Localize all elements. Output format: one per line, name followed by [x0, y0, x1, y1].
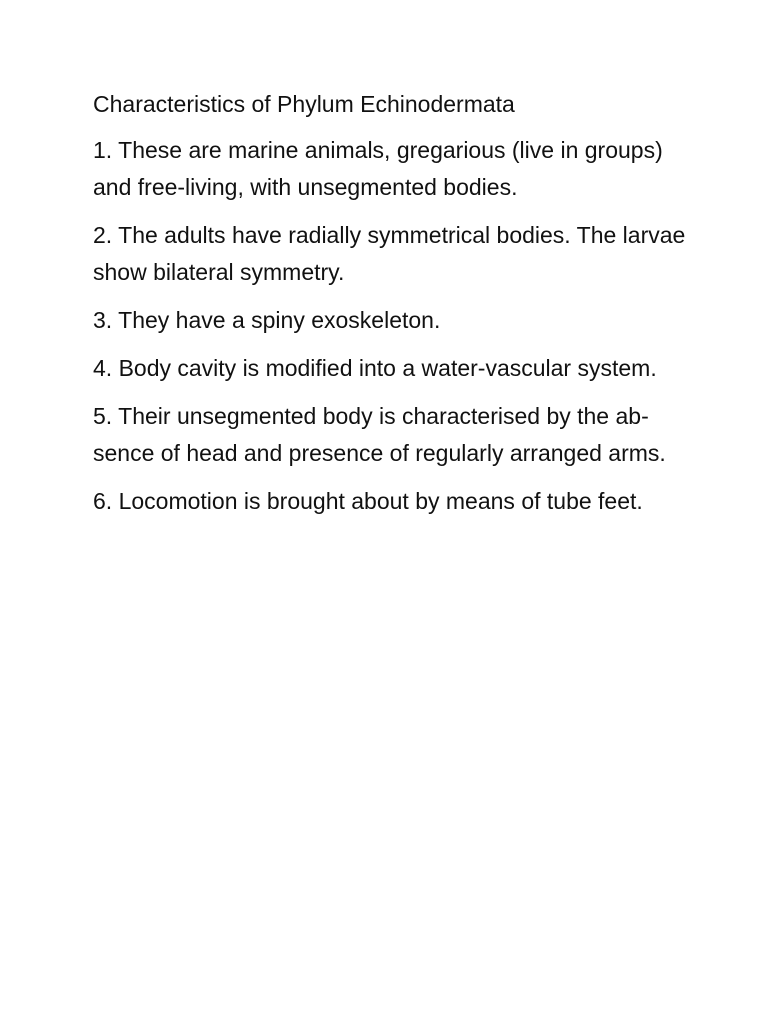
- list-item: 4. Body cavity is modified into a water-vascular system.: [93, 355, 657, 381]
- list-item: 5. Their unsegmented body is characterised by the ab- sence of head and presence of regularly arranged arms.: [93, 403, 666, 466]
- list-item: 6. Locomotion is brought about by means of tube feet.: [93, 488, 643, 514]
- list-item: 1. These are marine animals, gregarious (live in groups) and free-living, with unsegmented bodies.: [93, 137, 663, 200]
- list-item: 3. They have a spiny exoskeleton.: [93, 307, 441, 333]
- list-item: 2. The adults have radially symmetrical bodies. The larvae show bilateral symmetry.: [93, 222, 686, 285]
- document-title: Characteristics of Phylum Echinodermata: [93, 91, 515, 117]
